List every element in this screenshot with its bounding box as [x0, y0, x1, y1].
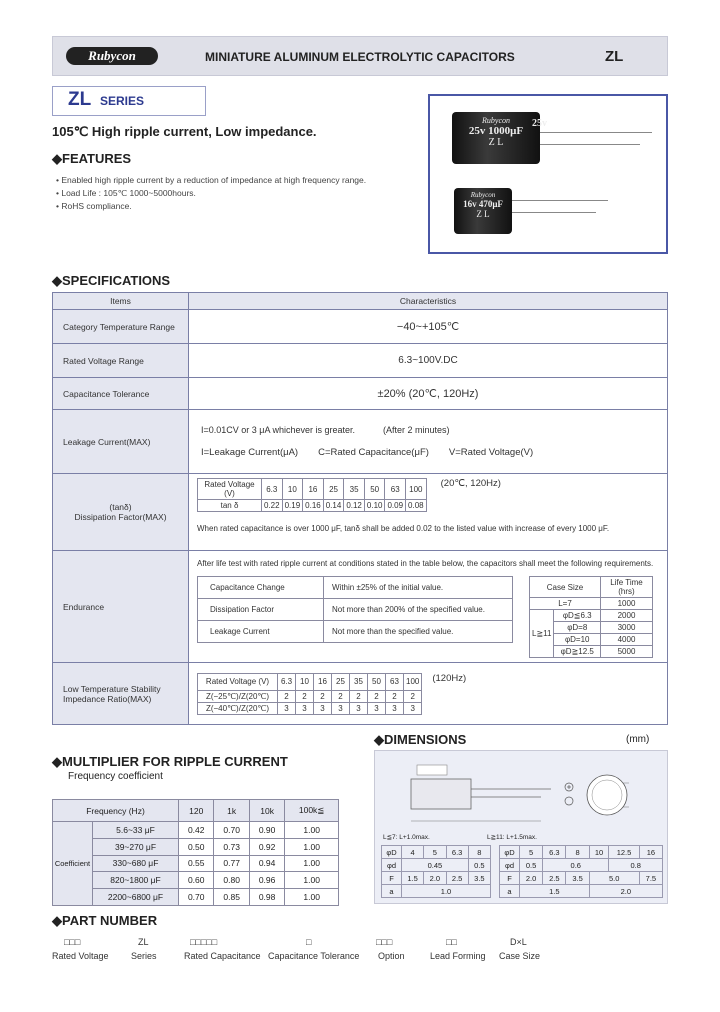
capacitance-range: 2200~6800 μF — [93, 889, 179, 906]
capacitance-range: 820~1800 μF — [93, 872, 179, 889]
dim-value: 2.0 — [424, 872, 446, 885]
multiplier-table — [52, 799, 339, 906]
capacitor-brand: Rubycon — [482, 116, 510, 125]
lowtemp-label: Impedance Ratio(MAX) — [63, 693, 152, 704]
part-label: Rated Voltage — [52, 951, 109, 961]
coefficient-value: 1.00 — [285, 838, 339, 855]
part-label: Case Size — [499, 951, 541, 961]
lead-wire — [512, 200, 608, 201]
endurance-table — [197, 576, 513, 643]
tan-delta-label: tan δ — [198, 500, 262, 512]
dim-value: 2.5 — [543, 872, 566, 885]
endurance-cell — [189, 551, 668, 663]
coefficient-value: 0.90 — [249, 822, 284, 839]
leakage-time: (After 2 minutes) — [383, 425, 450, 435]
life-hours: 2000 — [601, 610, 653, 622]
part-label: Rated Capacitance — [184, 951, 261, 961]
life-hours: 1000 — [601, 598, 653, 610]
dim-value: 2.5 — [446, 872, 468, 885]
series-word: SERIES — [100, 94, 145, 108]
ratio-value: 2 — [278, 690, 296, 702]
spec-label: Rated Voltage Range — [53, 344, 189, 378]
ratio-value: 3 — [332, 702, 350, 714]
items-header: Items — [53, 293, 189, 310]
dim-value: 5 — [520, 846, 543, 859]
part-code: D×L — [510, 937, 527, 947]
dim-value: 7.5 — [639, 872, 662, 885]
capacitor-brand: Rubycon — [470, 191, 496, 199]
ratio-value: 3 — [314, 702, 332, 714]
tagline: 105℃ High ripple current, Low impedance. — [52, 124, 317, 139]
dim-value: 0.5 — [468, 859, 490, 872]
rated-voltage-header: Rated Voltage (V) — [198, 479, 262, 500]
dim-value: 1.0 — [402, 885, 491, 898]
part-label: Lead Forming — [430, 951, 486, 961]
spec-label: Leakage Current(MAX) — [53, 410, 189, 474]
dimensions-table-large — [499, 845, 663, 898]
dimension-drawing — [381, 755, 663, 833]
ratio-label: Z(−40℃)/Z(20℃) — [198, 702, 278, 714]
dimensions-heading: ◆DIMENSIONS — [374, 732, 467, 747]
tan-delta-value: 0.22 — [262, 500, 283, 512]
coefficient-value: 0.77 — [214, 855, 249, 872]
voltage-cell: 50 — [364, 479, 385, 500]
endurance-item: Dissipation Factor — [198, 599, 324, 621]
life-hours: 5000 — [601, 646, 653, 658]
tan-delta-value: 0.19 — [282, 500, 303, 512]
specifications-table — [52, 292, 668, 725]
coefficient-value: 1.00 — [285, 889, 339, 906]
dim-label: a — [500, 885, 520, 898]
dimensions-panel — [374, 750, 668, 904]
coefficient-value: 0.55 — [179, 855, 214, 872]
feature-item: • Load Life : 105℃ 1000~5000hours. — [56, 188, 196, 198]
dim-label: φd — [382, 859, 402, 872]
voltage-cell: 25 — [332, 673, 350, 690]
endurance-value: Within ±25% of the initial value. — [324, 577, 513, 599]
voltage-cell: 35 — [350, 673, 368, 690]
ratio-label: Z(−25℃)/Z(20℃) — [198, 690, 278, 702]
endurance-value: Not more than 200% of the specified value. — [324, 599, 513, 621]
part-label: Capacitance Tolerance — [268, 951, 360, 961]
capacitance-range: 330~680 μF — [93, 855, 179, 872]
voltage-cell: 25 — [323, 479, 344, 500]
life-hours: 4000 — [601, 634, 653, 646]
ratio-value: 3 — [368, 702, 386, 714]
dim-value: 5.0 — [589, 872, 639, 885]
voltage-cell: 10 — [282, 479, 303, 500]
series-code: ZL — [605, 48, 624, 65]
part-label: Series — [131, 951, 157, 961]
dim-label: φD — [382, 846, 402, 859]
case-size-diameter: φD≧12.5 — [554, 646, 601, 658]
coefficient-value: 0.60 — [179, 872, 214, 889]
coefficient-value: 0.80 — [214, 872, 249, 889]
part-number-heading: ◆PART NUMBER — [52, 913, 158, 928]
dim-value: 12.5 — [609, 846, 639, 859]
coefficient-label: Coefficient — [53, 822, 93, 906]
dimensions-table-small — [381, 845, 491, 898]
life-time-table — [529, 576, 653, 658]
tan-delta-value: 0.14 — [323, 500, 344, 512]
ratio-value: 2 — [350, 690, 368, 702]
spec-label: Endurance — [53, 551, 189, 663]
dim-label: a — [382, 885, 402, 898]
part-code: □□□ — [376, 937, 393, 947]
frequency-cell: 1k — [214, 800, 249, 822]
coefficient-value: 0.96 — [249, 872, 284, 889]
part-code: □□□□□ — [190, 937, 218, 947]
lowtemp-condition: (120Hz) — [432, 672, 467, 684]
lowtemp-label: Low Temperature Stability — [63, 683, 161, 694]
dissipation-condition: (20℃, 120Hz) — [440, 478, 501, 489]
dim-label: φd — [500, 859, 520, 872]
voltage-cell: 6.3 — [278, 673, 296, 690]
life-hours: 3000 — [601, 622, 653, 634]
spec-value: 6.3~100V.DC — [189, 344, 668, 378]
capacitor-series: Z L — [476, 209, 490, 219]
tan-delta-value: 0.16 — [303, 500, 324, 512]
multiplier-subheading: Frequency coefficient — [68, 771, 163, 782]
coefficient-value: 0.70 — [214, 822, 249, 839]
coefficient-value: 0.85 — [214, 889, 249, 906]
voltage-cell: 16 — [303, 479, 324, 500]
dim-value: 6.3 — [543, 846, 566, 859]
tan-delta-value: 0.10 — [364, 500, 385, 512]
part-label: Option — [378, 951, 405, 961]
capacitor-series: Z L — [488, 137, 504, 148]
frequency-cell: 10k — [249, 800, 284, 822]
dim-value: 2.0 — [520, 872, 543, 885]
dissipation-cell — [189, 474, 668, 551]
multiplier-heading: ◆MULTIPLIER FOR RIPPLE CURRENT — [52, 754, 288, 769]
dim-label: φD — [500, 846, 520, 859]
end-view-outline — [587, 775, 627, 815]
coefficient-value: 0.70 — [179, 889, 214, 906]
dim-label: F — [500, 872, 520, 885]
ratio-value: 3 — [278, 702, 296, 714]
dim-value: 3.5 — [468, 872, 490, 885]
leakage-cell — [189, 410, 668, 474]
dim-value: 0.8 — [609, 859, 663, 872]
dim-value: 0.5 — [520, 859, 543, 872]
minus-polarity-symbol — [565, 797, 573, 805]
dim-value: 16 — [639, 846, 662, 859]
endurance-value: Not more than the specified value. — [324, 621, 513, 643]
dim-value: 1.5 — [520, 885, 590, 898]
case-size-diameter: φD=10 — [554, 634, 601, 646]
ratio-value: 2 — [296, 690, 314, 702]
spec-value: ±20% (20℃, 120Hz) — [189, 378, 668, 410]
endurance-item: Leakage Current — [198, 621, 324, 643]
lead-note: L≦7: L+1.0max. — [383, 834, 430, 841]
ratio-value: 3 — [404, 702, 422, 714]
specifications-heading: ◆SPECIFICATIONS — [52, 273, 171, 288]
coefficient-value: 0.94 — [249, 855, 284, 872]
lowtemp-cell — [189, 663, 668, 725]
leakage-legend: C=Rated Capacitance(μF) — [318, 447, 429, 458]
part-code: □□□ — [64, 937, 81, 947]
voltage-cell: 16 — [314, 673, 332, 690]
characteristics-header: Characteristics — [189, 293, 668, 310]
tan-delta-table — [197, 478, 427, 512]
endurance-intro: After life test with rated ripple current at conditions stated in the table below, the capacitors shall meet the following requirements. — [197, 559, 654, 568]
capacitor-body-outline — [411, 779, 471, 809]
dimensions-unit: (mm) — [626, 734, 650, 745]
voltage-cell: 63 — [386, 673, 404, 690]
life-time-header: Life Time (hrs) — [601, 577, 653, 598]
coefficient-value: 0.92 — [249, 838, 284, 855]
case-size-l7: L=7 — [530, 598, 601, 610]
features-heading: ◆FEATURES — [52, 151, 132, 166]
endurance-item: Capacitance Change — [198, 577, 324, 599]
lead-wire — [540, 132, 652, 133]
capacitance-range: 5.6~33 μF — [93, 822, 179, 839]
dim-label: F — [382, 872, 402, 885]
tan-delta-value: 0.12 — [344, 500, 365, 512]
dim-value: 0.6 — [543, 859, 609, 872]
dim-value: 3.5 — [566, 872, 589, 885]
dim-value: 8 — [566, 846, 589, 859]
coefficient-value: 1.00 — [285, 822, 339, 839]
frequency-header: Frequency (Hz) — [53, 800, 179, 822]
series-name: ZL — [68, 89, 92, 110]
dim-value: 0.45 — [402, 859, 469, 872]
part-code: ZL — [138, 937, 149, 947]
ratio-value: 2 — [332, 690, 350, 702]
voltage-cell: 35 — [344, 479, 365, 500]
case-size-l11: L≧11 — [530, 610, 554, 658]
case-size-header: Case Size — [530, 577, 601, 598]
rubycon-logo: Rubycon — [66, 47, 158, 65]
capacitor-side-marking: 25v — [532, 118, 547, 129]
lead-wire — [512, 212, 596, 213]
voltage-cell: 63 — [385, 479, 406, 500]
ratio-value: 3 — [386, 702, 404, 714]
leakage-legend: V=Rated Voltage(V) — [448, 447, 534, 458]
frequency-cell: 120 — [179, 800, 214, 822]
ratio-value: 3 — [350, 702, 368, 714]
spec-label: Category Temperature Range — [53, 310, 189, 344]
capacitor-marking: 25v 1000μF — [468, 125, 524, 137]
impedance-ratio-table — [197, 673, 422, 715]
ratio-value: 2 — [404, 690, 422, 702]
ratio-value: 3 — [296, 702, 314, 714]
case-size-diameter: φD=8 — [554, 622, 601, 634]
dim-value: 1.5 — [402, 872, 424, 885]
spec-value: −40~+105℃ — [189, 310, 668, 344]
part-code: □□ — [446, 937, 457, 947]
ratio-value: 2 — [314, 690, 332, 702]
dim-value: 6.3 — [446, 846, 468, 859]
part-code: □ — [306, 937, 312, 947]
leakage-formula: I=0.01CV or 3 μA whichever is greater. — [201, 425, 356, 435]
capacitance-range: 39~270 μF — [93, 838, 179, 855]
tan-delta-value: 0.08 — [406, 500, 427, 512]
coefficient-value: 1.00 — [285, 855, 339, 872]
voltage-cell: 6.3 — [262, 479, 283, 500]
sleeve-label — [417, 765, 447, 775]
dim-value: 5 — [424, 846, 446, 859]
feature-item: • RoHS compliance. — [56, 201, 132, 211]
voltage-cell: 50 — [368, 673, 386, 690]
dissipation-label: Dissipation Factor(MAX) — [74, 512, 167, 522]
frequency-cell: 100k≦ — [285, 800, 339, 822]
dim-value: 4 — [402, 846, 424, 859]
document-title: MINIATURE ALUMINUM ELECTROLYTIC CAPACITORS — [205, 50, 515, 64]
ratio-value: 2 — [368, 690, 386, 702]
dim-value: 10 — [589, 846, 609, 859]
voltage-cell: 100 — [404, 673, 422, 690]
dim-value: 2.0 — [589, 885, 662, 898]
large-capacitor — [452, 112, 540, 164]
ratio-value: 2 — [386, 690, 404, 702]
case-size-diameter: φD≦6.3 — [554, 610, 601, 622]
lead-wire — [540, 144, 640, 145]
leakage-legend: I=Leakage Current(μA) — [201, 447, 299, 458]
spec-label — [53, 474, 189, 551]
product-photo — [428, 94, 668, 254]
dissipation-label: (tanδ) — [109, 502, 132, 512]
small-capacitor — [454, 188, 512, 234]
coefficient-value: 0.98 — [249, 889, 284, 906]
coefficient-value: 0.73 — [214, 838, 249, 855]
capacitor-marking: 16v 470μF — [463, 199, 503, 209]
spec-label: Capacitance Tolerance — [53, 378, 189, 410]
spec-label — [53, 663, 189, 725]
voltage-cell: 10 — [296, 673, 314, 690]
feature-item: • Enabled high ripple current by a reduction of impedance at high frequency range. — [56, 175, 367, 185]
coefficient-value: 0.42 — [179, 822, 214, 839]
tan-delta-value: 0.09 — [385, 500, 406, 512]
voltage-cell: 100 — [406, 479, 427, 500]
coefficient-value: 1.00 — [285, 872, 339, 889]
rated-voltage-header: Rated Voltage (V) — [198, 673, 278, 690]
lead-note: L≧11: L+1.5max. — [487, 834, 537, 841]
dim-value: 8 — [468, 846, 490, 859]
coefficient-value: 0.50 — [179, 838, 214, 855]
dissipation-note: When rated capacitance is over 1000 μF, tanδ shall be added 0.02 to the listed value with increase of every 1000 μF. — [197, 524, 610, 533]
